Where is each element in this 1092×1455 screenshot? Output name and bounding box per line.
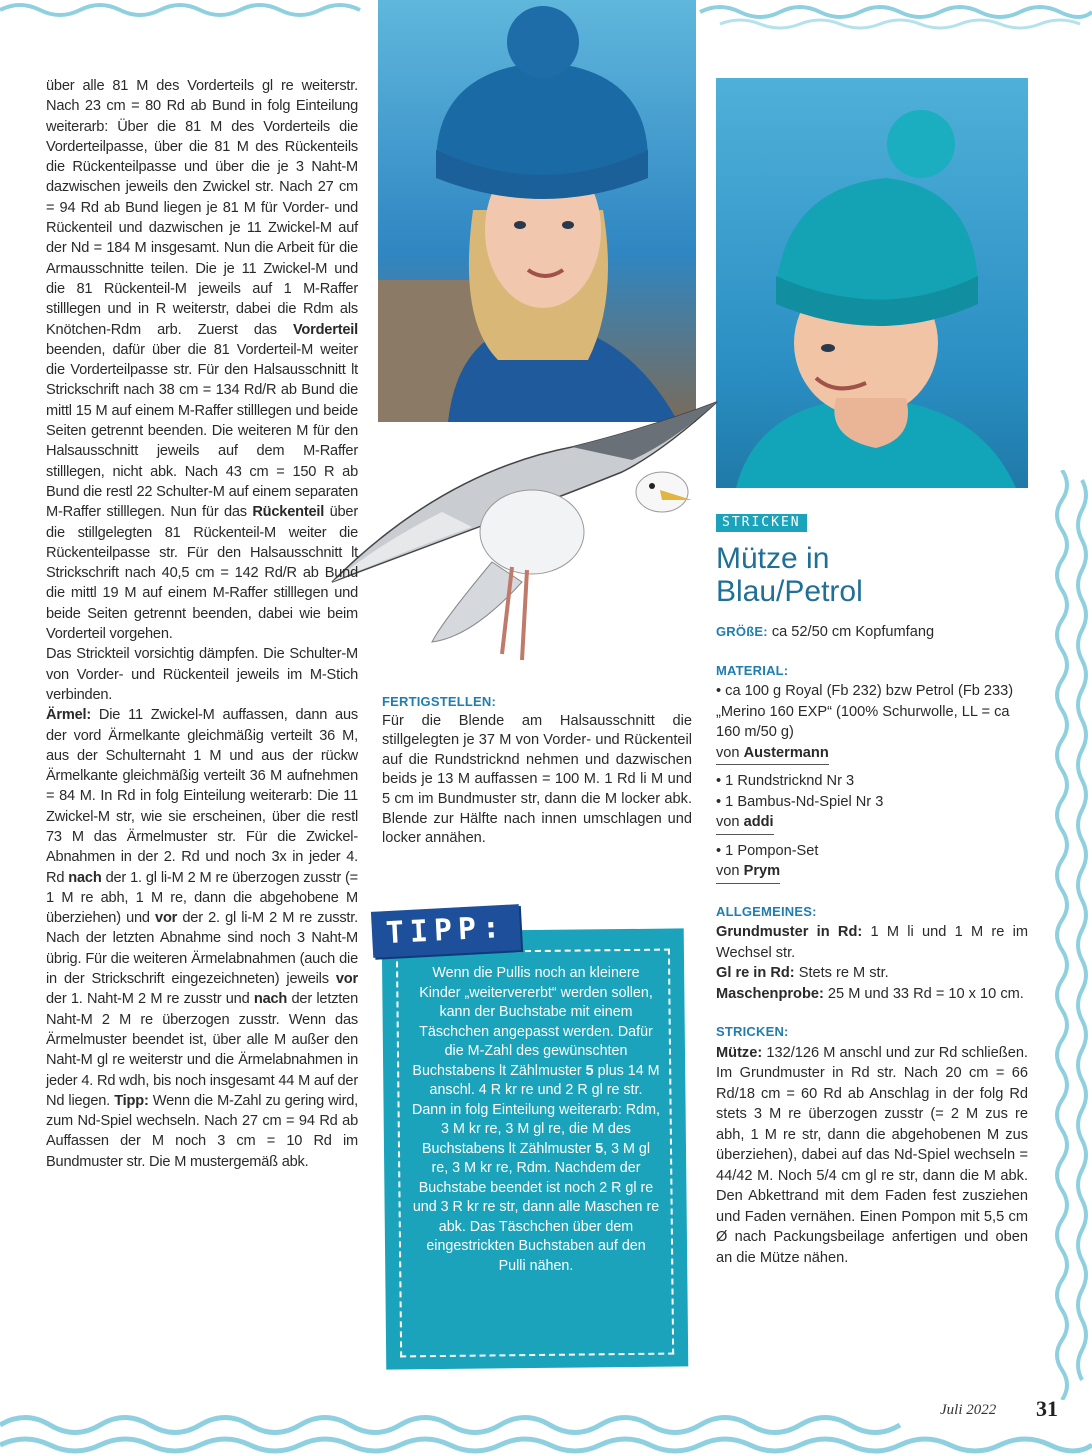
finishing-heading: FERTIGSTELLEN: (382, 694, 497, 709)
material-item-needle-2: • 1 Bambus-Nd-Spiel Nr 3 (716, 793, 884, 810)
wave-border-bottom (0, 1395, 1092, 1455)
basic-pattern: Grundmuster in Rd: 1 M li und 1 M re im Wechsel str. (716, 924, 1028, 961)
knitting-heading: STRICKEN: (716, 1024, 789, 1039)
paragraph-daempfen: Das Strickteil vorsichtig dämpfen. Die Schulter-M von Vorder- und Rückenteil jeweils im M-Stich verbinden. (46, 646, 358, 703)
finishing-text: Für die Blende am Halsausschnitt die stillgelegten je 37 M von Vorder- und Rückenteil auf die Rundstricknd nehmen und dazwischen beids je 13 M auffassen = 100 M. 1 Rd li M und 5 cm im Bundmuster str, dann die M locker abk. Blende zur Hälfte nach innen umschlagen und locker annähen. (382, 712, 692, 847)
issue-date: Juli 2022 (940, 1402, 997, 1418)
tip-badge: TIPP: (371, 904, 521, 958)
section-tag: STRICKEN (716, 514, 807, 532)
tip-text: Wenn die Pullis noch an kleinere Kinder „weitervererbt“ werden sollen, kann der Buchstabe mit einem Täschchen angepasst werden. Dafür die M-Zahl des gewünschten Buchstabens lt Zählmuster 5 plus 14 M anschl. 4 R kr re und 2 R gl re str. Dann in folg Einteilung weiterarb: Rdm, 3 M kr re, 3 M gl re, die M des Buchstabens lt Zählmuster 5, 3 M gl re, 3 M kr re, Rdm. Nachdem der Buchstabe beendet ist noch 2 R gl re und 3 R kr re str, dann alle Maschen re abk. Das Täschchen über dem eingestrickten Buchstaben auf den Pulli nähen. (412, 965, 660, 1274)
gauge: Maschenprobe: 25 M und 33 Rd = 10 x 10 cm. (716, 985, 1024, 1002)
paragraph-aermel: Ärmel: Die 11 Zwickel-M auffassen, dann aus der vord Ärmelkante gleichmäßig verteilt 36 M, aus der Schulternaht 1 M und aus der rückw Ärmelkante gleichmäßig verteilt 36 M aufnehmen = 84 M. In Rd in folg Einteilung weiterarb: Die 11 Zwickel-M str, wie sie erscheinen, über die restl 73 M das Ärmelmuster str. Für die Zwickel-Abnahmen in der 2. Rd und noch 3x in jeder 4. Rd nach der 1. gl li-M 2 M re überzogen zusstr (= 1 M re abh, 1 M re, dann die abgehobene M überziehen) und vor der 2. gl li-M 2 M re zusstr. Nach der letzten Abnahme sind noch 3 Naht-M übrig. Für die weiteren Ärmelabnahmen (auch die in der Strickschrift eingezeichneten) jeweils vor der 1. Naht-M 2 M re zusstr und nach der letzten Naht-M 2 M re überzogen zusstr. Wenn das Ärmelmuster beendet ist, über alle M außer den Naht-M gl re weiterstr und die Ärmelabnahmen in jeder 4. Rd wdh, bis noch insgesamt 44 M auf der Nd liegen. Tipp: Wenn die M-Zahl zu gering wird, zum Nd-Spiel wechseln. Nach 27 cm = 94 Rd ab Auffassen der M noch 3 cm = 10 Rd im Bundmuster str. Die M mustergemäß abk. (46, 707, 358, 1170)
material-item-yarn: • ca 100 g Royal (Fb 232) bzw Petrol (Fb 233) „Merino 160 EXP“ (100% Schurwolle, LL = ca 160 m/50 g) (716, 683, 1014, 740)
bold-term-vorderteil: Vorderteil (292, 321, 358, 338)
material-heading: MATERIAL: (716, 662, 789, 678)
stockinette-rounds: Gl re in Rd: Stets re M str. (716, 965, 889, 981)
girl-in-blue-hat-photo (378, 0, 696, 422)
wave-border-right (1032, 470, 1092, 1400)
left-body-text (46, 76, 358, 1172)
pattern-details (716, 622, 1028, 1268)
boy-in-petrol-hat-photo (716, 78, 1028, 488)
material-brand-austermann: von Austermann (716, 743, 1028, 766)
paragraph-main: über alle 81 M des Vorderteils gl re weiterstr. Nach 23 cm = 80 Rd ab Bund in folg Einteilung weiterarb: Über die 81 M des Vorderteils die Vorderteilpasse, über die 81 M des Rückenteils die Rückenteilpasse und über die je 3 Naht-M dazwischen jeweils den Zwickel str. Nach 27 cm = 94 Rd ab Bund liegen je 81 M für Vorder- und Rückenteil und dazwischen je 11 Zwickel-M auf der Nd = 184 M insgesamt. Nun die Arbeit für die Armausschnitte teilen. Die je 11 Zwickel-M und die 81 Rückenteil-M jeweils auf 1 M-Raffer stilllegen und in R weiterstr, dabei die Rdm als Knötchen-Rdm arb. Zuerst das Vorderteil beenden, dafür über die 81 Vorderteil-M weiter die Vorderteilpasse str. Für den Halsausschnitt lt Strickschrift nach 38 cm = 134 Rd/R ab Bund die mittl 15 M auf einem M-Raffer stilllegen und beide Seiten getrennt beenden. Die weiteren M für den Halsausschnitt jeweils auf dem M-Raffer stilllegen, nicht abk. Nach 43 cm = 150 R ab Bund die restl 22 Schulter-M auf einem separaten M-Raffer stilllegen. Nun für das Rückenteil über die stillgelegten 81 Rückenteil-M weiter die Rückenteilpasse str. Für den Halsausschnitt lt Strickschrift nach 40,5 cm = 142 Rd/R ab Bund die mittl 19 M auf einem M-Raffer stilllegen und beide Seiten getrennt beenden, dabei wie beim Vorderteil vorgehen. (46, 78, 359, 643)
general-heading: ALLGEMEINES: (716, 903, 817, 919)
seagull-illustration (322, 392, 722, 672)
pattern-title: Mütze in Blau/Petrol (716, 542, 863, 608)
page-number: 31 (1036, 1396, 1058, 1421)
material-brand-prym: von Prym (716, 861, 1028, 884)
bold-term-rueckenteil: Rückenteil (252, 504, 325, 521)
hat-instructions: Mütze: 132/126 M anschl und zur Rd schließen. Im Grundmuster in Rd str. Nach 20 cm = 66 Rd/18 cm = 60 Rd ab Anschlag in der folg Rd stets 3 M re überzogen zusstr (= 2 M zus re abh, 1 M re str, dann die abgehobenen M zus überziehen), dabei auf das Nd-Spiel wechseln = 44/42 M. Noch 5/4 cm gl re str, dann die M abk. Den Abkettrand mit dem Faden fest zusziehen und Faden vernähen. Einen Pompon mit 5,5 cm Ø nach Packungsbeilage anfertigen und oben an die Mütze nähen. (716, 1044, 1028, 1266)
finishing-section (382, 692, 692, 849)
size-line: GRÖßE: ca 52/50 cm Kopfumfang (716, 624, 935, 640)
material-brand-addi: von addi (716, 812, 1028, 835)
material-item-pompon: • 1 Pompon-Set (716, 842, 819, 859)
material-item-needle-1: • 1 Rundstricknd Nr 3 (716, 773, 855, 789)
